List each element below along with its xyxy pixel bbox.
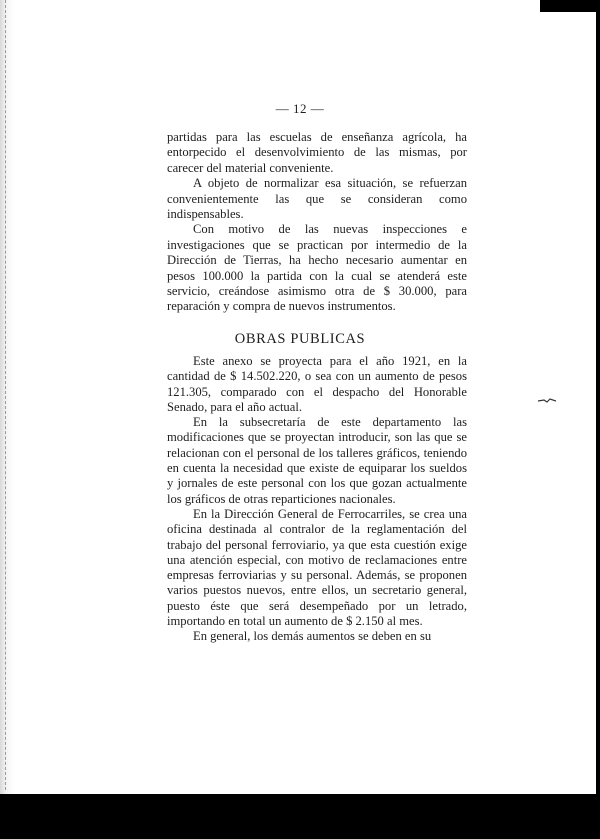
page-number: — 12 —	[275, 101, 325, 116]
scan-top-border	[540, 0, 600, 12]
page-left-rule	[5, 0, 7, 790]
paragraph: En la subsecretaría de este departamento las modificaciones que se proyectan introducir, son las que se relacionan con el personal de los talleres gráficos, teniendo en cuenta la necesidad que existe de equiparar los sueldos y jornales de este personal con los que gozan actualmente los gráficos de otras reparticiones nacionales.	[167, 415, 467, 506]
paragraph: A objeto de normalizar esa situación, se refuerzan convenientemente las que se consideran como indispensables.	[167, 176, 467, 222]
scan-right-border	[596, 0, 600, 839]
body-text-section-1	[167, 130, 467, 315]
paragraph: Con motivo de las nuevas inspecciones e investigaciones que se practican por intermedio de la Dirección de Tierras, ha hecho necesario aumentar en pesos 100.000 la partida con la cual se atenderá este servicio, creándose asimismo otra de $ 30.000, para reparación y compra de nuevos instrumentos.	[167, 222, 467, 314]
paragraph: En general, los demás aumentos se deben en su	[193, 629, 432, 644]
paragraph: Este anexo se proyecta para el año 1921, en la cantidad de $ 14.502.220, o sea con un aumento de pesos 121.305, comparado con el despacho del Honorable Senado, para el año actual.	[167, 354, 467, 414]
section-heading: OBRAS PUBLICAS	[234, 331, 366, 347]
paragraph: partidas para las escuelas de enseñanza agrícola, ha entorpecido el desenvolvimiento de las mismas, por carecer del material conveniente.	[167, 130, 467, 175]
body-text-section-2	[167, 354, 467, 645]
margin-ink-mark	[538, 398, 556, 404]
page-left-edge-shadow	[0, 0, 14, 800]
paragraph: En la Dirección General de Ferrocarriles, se crea una oficina destinada al contralor de la reglamentación del trabajo del personal ferroviario, ya que esta cuestión exige una atención especial, con motivo de reclamaciones entre empresas ferroviarias y su personal. Además, se proponen varios puestos nuevos, entre ellos, un secretario general, puesto éste que será desempeñado por un letrado, importando en total un aumento de $ 2.150 al mes.	[167, 506, 467, 629]
scan-bottom-border	[0, 794, 600, 839]
